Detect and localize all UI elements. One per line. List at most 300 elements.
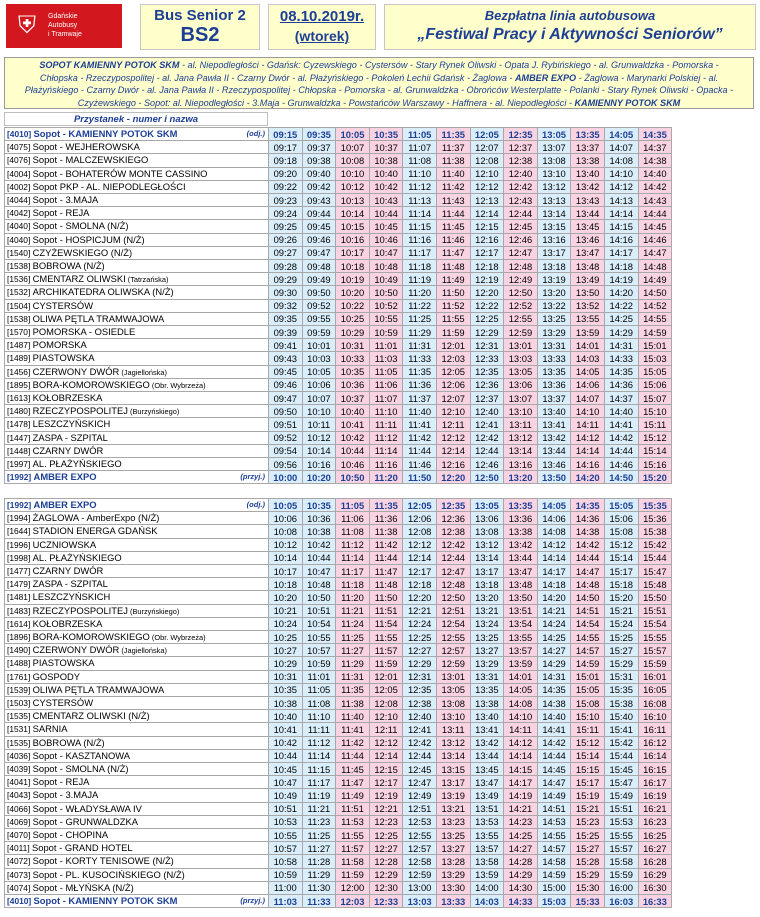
departure-time: 10:18 (269, 578, 303, 591)
stop-row (5, 273, 672, 286)
departure-time: 10:42 (369, 180, 403, 193)
departure-time: 13:44 (504, 551, 538, 564)
stop-number: [1614] (7, 618, 33, 629)
departure-time: 15:17 (571, 776, 605, 789)
departure-time: 15:03 (537, 895, 571, 908)
departure-time: 12:51 (436, 604, 470, 617)
departure-time: 14:35 (537, 683, 571, 696)
stop-name: Sopot - 3.MAJA (32, 789, 99, 801)
departure-time: 16:30 (638, 881, 672, 894)
stop-row (5, 352, 672, 365)
departure-time: 11:36 (403, 378, 437, 391)
stop-name-cell (5, 842, 269, 855)
departure-time: 14:44 (638, 207, 672, 220)
departure-time: 11:38 (336, 697, 370, 710)
stop-name-cell (5, 352, 269, 365)
stop-number: [1998] (7, 552, 33, 563)
departure-time: 14:46 (638, 233, 672, 246)
stop-name-cell (5, 538, 269, 551)
departure-time: 10:05 (336, 128, 370, 141)
departure-time: 13:50 (571, 286, 605, 299)
stop-name: Sopot - SMOLNA (N/Ż) (32, 763, 129, 775)
departure-time: 15:24 (604, 617, 638, 630)
stop-name-cell (5, 763, 269, 776)
departure-time: 11:06 (369, 378, 403, 391)
departure-time: 16:27 (638, 842, 672, 855)
departure-time: 11:18 (403, 260, 437, 273)
departure-time: 12:33 (470, 352, 504, 365)
departure-time: 15:42 (638, 538, 672, 551)
departure-time: 13:33 (436, 895, 470, 908)
departure-time: 13:38 (571, 154, 605, 167)
stop-row (5, 444, 672, 457)
departure-time: 15:06 (638, 378, 672, 391)
departure-time: 12:55 (436, 631, 470, 644)
stop-number: [4042] (7, 208, 33, 219)
departure-time: 10:06 (302, 378, 336, 391)
departure-time: 10:38 (369, 154, 403, 167)
stop-qualifier: (Jagiellońska) (119, 367, 167, 377)
departure-time: 09:35 (269, 312, 303, 325)
route-segment: - al. Niepodległości - Gdańsk: Cyzewskiego - Cystersów - Stary Rynek Oliwski - Opata J. Rybińskiego - al. Grunwaldzka - Pomorska - (179, 60, 719, 70)
departure-time: 10:01 (302, 339, 336, 352)
departure-time: 09:35 (302, 128, 336, 141)
stop-name: RZECZYPOSPOLITEJ (32, 604, 128, 616)
departure-time: 11:33 (302, 895, 336, 908)
departure-time: 16:00 (604, 881, 638, 894)
departure-time: 11:19 (403, 273, 437, 286)
departure-time: 14:31 (604, 339, 638, 352)
departure-time: 09:30 (269, 286, 303, 299)
departure-time: 11:08 (302, 697, 336, 710)
departure-time: 14:11 (504, 723, 538, 736)
departure-time: 11:44 (369, 551, 403, 564)
departure-time: 09:18 (269, 154, 303, 167)
departure-time: 11:27 (302, 842, 336, 855)
stop-name: Sopot - CHOPINA (32, 829, 109, 841)
departure-time: 12:18 (470, 260, 504, 273)
departure-time: 12:12 (436, 431, 470, 444)
departure-time: 14:52 (638, 299, 672, 312)
departure-time: 12:19 (470, 273, 504, 286)
departure-time: 10:10 (336, 167, 370, 180)
departure-time: 12:16 (436, 458, 470, 471)
departure-time: 11:11 (369, 418, 403, 431)
departure-time: 15:59 (604, 868, 638, 881)
stop-number: [1535] (7, 711, 33, 722)
stop-name-cell (5, 881, 269, 894)
departure-time: 11:59 (336, 868, 370, 881)
departure-time: 11:05 (403, 128, 437, 141)
departure-time: 12:18 (403, 578, 437, 591)
departure-time: 13:28 (436, 855, 470, 868)
departure-time: 14:19 (604, 273, 638, 286)
departure-time: 10:36 (336, 378, 370, 391)
departure-time: 10:12 (269, 538, 303, 551)
departure-time: 10:50 (302, 591, 336, 604)
departure-time: 11:03 (369, 352, 403, 365)
departure-time: 13:18 (537, 260, 571, 273)
departure-time: 10:05 (302, 365, 336, 378)
stop-name: ARCHIKATEDRA OLIWSKA (N/Ż) (32, 286, 174, 298)
date: 08.10.2019r. (279, 8, 365, 25)
departure-time: 11:05 (369, 365, 403, 378)
departure-time: 09:27 (269, 246, 303, 259)
departure-time: 13:59 (571, 326, 605, 339)
departure-time: 09:49 (302, 273, 336, 286)
stop-name-cell (5, 471, 269, 484)
departure-time: 11:03 (269, 895, 303, 908)
departure-time: 13:14 (436, 749, 470, 762)
departure-time: 12:35 (403, 683, 437, 696)
departure-time: 12:29 (369, 868, 403, 881)
stop-name-cell (5, 525, 269, 538)
departure-time: 11:05 (302, 683, 336, 696)
departure-time: 11:59 (436, 326, 470, 339)
stop-name-cell (5, 499, 269, 512)
departure-time: 13:52 (571, 299, 605, 312)
departure-time: 13:57 (470, 842, 504, 855)
departure-time: 10:17 (269, 565, 303, 578)
departure-time: 12:47 (403, 776, 437, 789)
stop-row (5, 657, 672, 670)
departure-time: 14:29 (537, 657, 571, 670)
departure-time: 12:40 (470, 405, 504, 418)
departure-time: 13:08 (470, 525, 504, 538)
stop-row (5, 802, 672, 815)
departure-time: 13:21 (436, 802, 470, 815)
departure-time: 13:03 (504, 352, 538, 365)
departure-time: 13:15 (537, 220, 571, 233)
stop-name: Sopot PKP - AL. NIEPODLEGŁOŚCI (32, 180, 186, 192)
departure-time: 10:45 (269, 763, 303, 776)
stop-name: POMORSKA - OSIEDLE (32, 326, 136, 338)
departure-time: 15:03 (638, 352, 672, 365)
departure-time: 13:14 (504, 444, 538, 457)
departure-time: 10:37 (336, 392, 370, 405)
stop-number: [1536] (7, 274, 33, 285)
departure-time: 11:53 (336, 815, 370, 828)
departure-time: 11:13 (403, 194, 437, 207)
departure-time: 15:49 (604, 789, 638, 802)
departure-time: 10:13 (336, 194, 370, 207)
departure-time: 11:35 (436, 128, 470, 141)
stop-name: CZYŻEWSKIEGO (N/Ż) (32, 246, 133, 258)
departure-time: 10:50 (336, 471, 370, 484)
departure-time: 11:48 (436, 260, 470, 273)
departure-time: 11:49 (336, 789, 370, 802)
departure-time: 12:49 (403, 789, 437, 802)
stop-number: [4040] (7, 234, 33, 245)
stop-row (5, 286, 672, 299)
stop-number: [4011] (7, 843, 32, 854)
stop-qualifier: (Tatrzańska) (125, 275, 169, 285)
departure-time: 10:53 (269, 815, 303, 828)
stop-name: Sopot - KASZTANOWA (32, 749, 131, 761)
departure-time: 13:05 (504, 365, 538, 378)
departure-time: 12:42 (504, 180, 538, 193)
departure-time: 11:17 (403, 246, 437, 259)
stop-name-cell (5, 895, 269, 908)
departure-time: 13:12 (470, 538, 504, 551)
departure-time: 14:17 (537, 565, 571, 578)
departure-time: 14:28 (504, 855, 538, 868)
departure-time: 13:36 (504, 512, 538, 525)
departure-time: 10:40 (269, 710, 303, 723)
stop-name: Sopot - PL. KUSOCIŃSKIEGO (N/Ż) (32, 868, 185, 880)
stop-row (5, 458, 672, 471)
stop-number: [1761] (7, 671, 33, 682)
departure-time: 14:14 (504, 749, 538, 762)
departure-time: 13:10 (537, 167, 571, 180)
departure-time: 12:44 (504, 207, 538, 220)
departure-time: 16:29 (638, 868, 672, 881)
departure-time: 11:33 (403, 352, 437, 365)
stop-name-cell (5, 299, 269, 312)
departure-time: 13:50 (537, 471, 571, 484)
departure-time: 15:44 (604, 749, 638, 762)
departure-time: 11:52 (436, 299, 470, 312)
departure-time: 12:01 (436, 339, 470, 352)
stop-name: CZARNY DWÓR (32, 565, 104, 577)
departure-time: 15:08 (571, 697, 605, 710)
departure-time: 12:06 (436, 378, 470, 391)
departure-time: 14:51 (571, 604, 605, 617)
departure-time: 15:06 (604, 512, 638, 525)
departure-time: 15:35 (638, 499, 672, 512)
departure-time: 15:16 (638, 458, 672, 471)
stop-row (5, 128, 672, 141)
departure-time: 13:08 (537, 154, 571, 167)
departure-time: 09:28 (269, 260, 303, 273)
stop-number: [1489] (7, 353, 33, 364)
departure-time: 11:14 (369, 444, 403, 457)
departure-time: 15:35 (604, 683, 638, 696)
departure-time: 11:01 (369, 339, 403, 352)
departure-time: 13:07 (504, 392, 538, 405)
departure-time: 11:25 (336, 631, 370, 644)
departure-time: 11:50 (436, 286, 470, 299)
departure-time: 13:29 (436, 868, 470, 881)
departure-time: 10:50 (369, 286, 403, 299)
departure-time: 14:05 (504, 683, 538, 696)
departure-time: 11:12 (302, 736, 336, 749)
departure-time: 13:12 (436, 736, 470, 749)
departure-time: 09:44 (302, 207, 336, 220)
departure-time: 14:17 (604, 246, 638, 259)
stop-number: [4040] (7, 221, 33, 232)
stop-name: CZERWONY DWÓR (32, 644, 120, 656)
departure-time: 12:29 (470, 326, 504, 339)
departure-time: 14:55 (537, 829, 571, 842)
departure-time: 12:59 (436, 657, 470, 670)
stop-number: [1477] (7, 566, 33, 577)
stop-row (5, 180, 672, 193)
stop-number: [1456] (7, 366, 33, 377)
departure-time: 14:58 (537, 855, 571, 868)
departure-time: 12:11 (369, 723, 403, 736)
departure-time: 14:59 (537, 868, 571, 881)
departure-time: 12:22 (470, 299, 504, 312)
stop-name: Sopot - GRAND HOTEL (32, 842, 133, 854)
departure-time: 14:31 (537, 670, 571, 683)
stop-number: [1540] (7, 247, 33, 258)
stop-number: [1992] (7, 472, 34, 483)
departure-time: 15:05 (571, 683, 605, 696)
stop-row (5, 378, 672, 391)
departure-time: 13:01 (436, 670, 470, 683)
departure-time: 11:14 (302, 749, 336, 762)
departure-time: 12:31 (403, 670, 437, 683)
departure-time: 10:42 (336, 431, 370, 444)
departure-time: 14:40 (638, 167, 672, 180)
departure-time: 15:40 (604, 710, 638, 723)
departure-time: 14:15 (504, 763, 538, 776)
departure-time: 11:14 (403, 207, 437, 220)
departure-time: 15:29 (571, 868, 605, 881)
departure-time: 12:41 (403, 723, 437, 736)
departure-time: 14:18 (537, 578, 571, 591)
departure-time: 12:50 (504, 286, 538, 299)
departure-time: 13:10 (504, 405, 538, 418)
stop-name-cell (5, 260, 269, 273)
departure-time: 10:58 (269, 855, 303, 868)
stop-name: Sopot - MŁYŃSKA (N/Ż) (32, 881, 134, 893)
departure-time: 15:14 (604, 551, 638, 564)
departure-time: 13:41 (537, 418, 571, 431)
departure-time: 13:44 (571, 207, 605, 220)
departure-time: 11:20 (403, 286, 437, 299)
departure-time: 16:11 (638, 723, 672, 736)
stop-name: Sopot - KORTY TENISOWE (N/Ż) (32, 855, 174, 867)
departure-time: 12:07 (470, 141, 504, 154)
stop-name: CZARNY DWÓR (32, 444, 104, 456)
departure-time: 14:05 (604, 128, 638, 141)
departure-time: 12:58 (403, 855, 437, 868)
departure-time: 10:20 (302, 471, 336, 484)
departure-time: 11:38 (369, 525, 403, 538)
departure-time: 10:40 (336, 405, 370, 418)
stop-row (5, 683, 672, 696)
departure-time: 14:07 (571, 392, 605, 405)
departure-time: 12:03 (436, 352, 470, 365)
departure-time: 10:16 (302, 458, 336, 471)
stop-number: [4069] (7, 816, 33, 827)
stop-row (5, 895, 672, 908)
stop-name-cell (5, 789, 269, 802)
stop-name-cell (5, 378, 269, 391)
departure-time: 10:33 (336, 352, 370, 365)
stop-name: STADION ENERGA GDAŃSK (32, 525, 158, 537)
departure-time: 12:03 (336, 895, 370, 908)
departure-time: 14:43 (638, 194, 672, 207)
departure-time: 11:21 (302, 802, 336, 815)
stop-number: [1487] (7, 340, 33, 351)
departure-time: 15:15 (571, 763, 605, 776)
departure-time: 15:53 (604, 815, 638, 828)
departure-time: 15:21 (604, 604, 638, 617)
departure-time: 14:50 (638, 286, 672, 299)
stop-name-cell (5, 631, 269, 644)
departure-time: 10:51 (302, 604, 336, 617)
logo-line: Autobusy (48, 22, 78, 29)
departure-time: 15:47 (604, 776, 638, 789)
departure-time: 14:27 (504, 842, 538, 855)
departure-time: 11:44 (336, 749, 370, 762)
stop-name: AL. PŁAŻYŃSKIEGO (32, 551, 122, 563)
departure-time: 12:43 (504, 194, 538, 207)
departure-time: 12:11 (436, 418, 470, 431)
stop-number: [1479] (7, 579, 33, 590)
departure-time: 12:25 (403, 631, 437, 644)
departure-time: 11:55 (369, 631, 403, 644)
departure-time: 13:50 (504, 591, 538, 604)
departure-time: 14:00 (470, 881, 504, 894)
departure-time: 13:23 (436, 815, 470, 828)
stop-name: Sopot - GRUNWALDZKA (32, 815, 139, 827)
departure-time: 14:24 (537, 617, 571, 630)
departure-time: 10:59 (369, 326, 403, 339)
departure-time: 11:50 (369, 591, 403, 604)
departure-time: 16:05 (638, 683, 672, 696)
departure-time: 10:46 (369, 233, 403, 246)
departure-time: 13:47 (504, 565, 538, 578)
departure-time: 14:55 (571, 631, 605, 644)
departure-time: 12:52 (504, 299, 538, 312)
departure-time: 13:55 (504, 631, 538, 644)
departure-time: 15:00 (537, 881, 571, 894)
departure-time: 13:41 (470, 723, 504, 736)
departure-time: 09:56 (269, 458, 303, 471)
departure-time: 12:00 (336, 881, 370, 894)
header (0, 0, 760, 52)
departure-time: 15:55 (638, 631, 672, 644)
departure-time: 14:12 (504, 736, 538, 749)
stop-name-cell (5, 233, 269, 246)
departure-time: 14:45 (638, 220, 672, 233)
stop-row (5, 855, 672, 868)
departure-time: 12:35 (436, 499, 470, 512)
departure-time: 10:35 (302, 499, 336, 512)
stop-number: [4044] (7, 195, 33, 206)
departure-time: 12:37 (504, 141, 538, 154)
departure-time: 13:25 (537, 312, 571, 325)
departure-time: 13:12 (504, 431, 538, 444)
departure-time: 15:11 (638, 418, 672, 431)
departure-time: 09:46 (302, 233, 336, 246)
stop-qualifier: (Burzyńskiego) (127, 606, 180, 616)
departure-time: 11:59 (369, 657, 403, 670)
stop-name-cell (5, 565, 269, 578)
departure-time: 15:48 (638, 578, 672, 591)
departure-time: 09:47 (269, 392, 303, 405)
stop-name: KOŁOBRZESKA (32, 392, 103, 404)
departure-time: 12:28 (369, 855, 403, 868)
departure-time: 10:03 (302, 352, 336, 365)
departure-time: 13:42 (571, 180, 605, 193)
stop-name: AL. PŁAŻYŃSKIEGO (32, 458, 122, 470)
departure-time: 11:29 (403, 326, 437, 339)
stop-name-cell (5, 723, 269, 736)
stop-suffix: (przyj.) (240, 896, 265, 906)
stop-name: CMENTARZ OLIWSKI (32, 273, 126, 285)
departure-time: 15:07 (638, 392, 672, 405)
departure-time: 11:28 (302, 855, 336, 868)
departure-time: 14:01 (504, 670, 538, 683)
stop-row (5, 697, 672, 710)
departure-time: 12:08 (403, 525, 437, 538)
departure-time: 14:27 (537, 644, 571, 657)
